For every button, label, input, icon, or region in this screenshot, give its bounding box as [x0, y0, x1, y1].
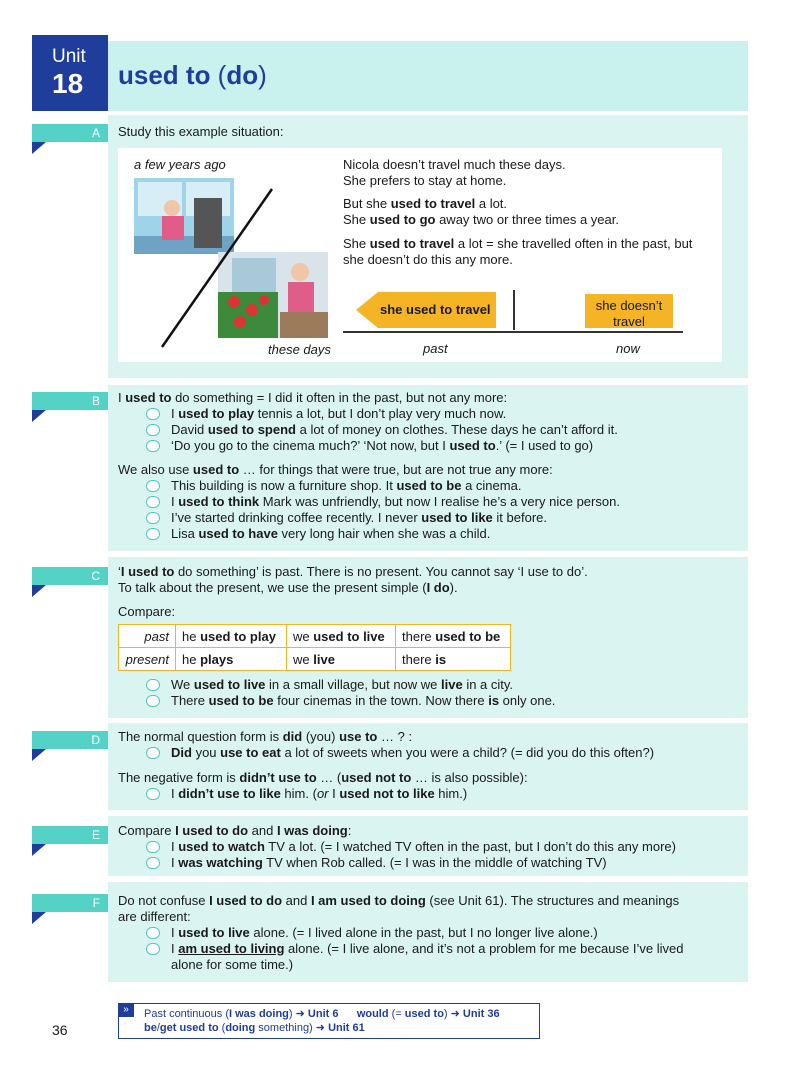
f-line1: Do not confuse I used to do and I am used to doing (see Unit 61). The structures and meanings [118, 893, 680, 908]
situation-p1b: She prefers to stay at home. [343, 173, 507, 188]
divider-line [150, 185, 280, 355]
section-a-tab-tail [32, 142, 46, 154]
bullet [146, 496, 160, 508]
compare-table [118, 624, 511, 671]
page-title: used to (do) [118, 60, 267, 90]
b-example-3: ‘Do you go to the cinema much?’ ‘Not now, but I used to.’ (= I used to go) [171, 438, 594, 453]
section-d-tab-tail [32, 749, 46, 761]
bullet [146, 512, 160, 524]
table-row [119, 625, 511, 648]
bullet [146, 788, 160, 800]
table-cell: we live [287, 648, 396, 671]
row-label: past [119, 625, 176, 648]
these-days-label: these days [268, 342, 331, 357]
past-label: past [423, 341, 448, 356]
c-example-2: There used to be four cinemas in the town. Now there is only one. [171, 693, 556, 708]
table-row [119, 648, 511, 671]
section-b-tab-tail [32, 410, 46, 422]
section-a-tab: A [32, 124, 108, 142]
b-example-2: David used to spend a lot of money on clothes. These days he can’t afford it. [171, 422, 618, 437]
bullet [146, 679, 160, 691]
table-cell: he plays [176, 648, 287, 671]
table-cell: there is [396, 648, 511, 671]
table-cell: there used to be [396, 625, 511, 648]
c-line1: ‘I used to do something’ is past. There is no present. You cannot say ‘I use to do’. [118, 564, 588, 579]
bullet [146, 747, 160, 759]
unit-number: 18 [52, 68, 84, 99]
section-e-tab-tail [32, 844, 46, 856]
bullet [146, 424, 160, 436]
cross-reference-icon: » [118, 1003, 134, 1017]
situation-p3b: she doesn’t do this any more. [343, 252, 513, 267]
now-label: now [616, 341, 640, 356]
situation-p2a: But she used to travel a lot. [343, 196, 508, 211]
unit-label: Unit [52, 46, 86, 67]
bullet [146, 528, 160, 540]
e-line1: Compare I used to do and I was doing: [118, 823, 352, 838]
section-f-tab: F [32, 894, 108, 912]
timeline-marker [513, 290, 515, 330]
section-b-tab: B [32, 392, 108, 410]
e-example-1: I used to watch TV a lot. (= I watched TV often in the past, but I don’t do this any more) [171, 839, 676, 854]
bullet [146, 480, 160, 492]
timeline-arrowhead [356, 292, 378, 328]
situation-p3a: She used to travel a lot = she travelled often in the past, but [343, 236, 693, 251]
past-arrow-label: she used to travel [380, 302, 491, 317]
b-line2: We also use used to … for things that were true, but are not true any more: [118, 462, 553, 477]
bullet [146, 841, 160, 853]
situation-p1a: Nicola doesn’t travel much these days. [343, 157, 566, 172]
table-cell: he used to play [176, 625, 287, 648]
b-example-5: I used to think Mark was unfriendly, but now I realise he’s a very nice person. [171, 494, 620, 509]
crossref-line-2[interactable]: be/get used to (doing something) ➜ Unit 61 [144, 1022, 365, 1034]
section-f-tab-tail [32, 912, 46, 924]
c-compare-label: Compare: [118, 604, 176, 619]
situation-p2b: She used to go away two or three times a year. [343, 212, 619, 227]
section-e-tab: E [32, 826, 108, 844]
bullet [146, 695, 160, 707]
now-box-line1: she doesn’t [595, 298, 663, 313]
c-line2: To talk about the present, we use the present simple (I do). [118, 580, 458, 595]
b-example-6: I’ve started drinking coffee recently. I never used to like it before. [171, 510, 547, 525]
timeline [343, 331, 683, 333]
few-years-ago-label: a few years ago [134, 157, 226, 172]
f-example-1: I used to live alone. (= I lived alone in the past, but I no longer live alone.) [171, 925, 598, 940]
f-example-2-cont: alone for some time.) [171, 957, 294, 972]
table-cell: we used to live [287, 625, 396, 648]
f-line2: are different: [118, 909, 191, 924]
now-box-line2: travel [613, 314, 645, 329]
section-d-tab: D [32, 731, 108, 749]
b-example-1: I used to play tennis a lot, but I don’t play very much now. [171, 406, 507, 421]
row-label: present [119, 648, 176, 671]
f-example-2: I am used to living alone. (= I live alone, and it’s not a problem for me because I’ve lived [171, 941, 684, 956]
d-example-2: I didn’t use to like him. (or I used not to like him.) [171, 786, 468, 801]
bullet [146, 927, 160, 939]
section-a-intro: Study this example situation: [118, 124, 284, 139]
b-line1: I used to do something = I did it often in the past, but not any more: [118, 390, 508, 405]
e-example-2: I was watching TV when Rob called. (= I was in the middle of watching TV) [171, 855, 607, 870]
bullet [146, 408, 160, 420]
section-c-tab-tail [32, 585, 46, 597]
d-line2: The negative form is didn’t use to … (used not to … is also possible): [118, 770, 528, 785]
crossref-line-1[interactable]: Past continuous (I was doing) ➜ Unit 6 would (= used to) ➜ Unit 36 [144, 1008, 500, 1020]
bullet [146, 857, 160, 869]
d-example-1: Did you use to eat a lot of sweets when you were a child? (= did you do this often?) [171, 745, 655, 760]
b-example-4: This building is now a furniture shop. It used to be a cinema. [171, 478, 522, 493]
b-example-7: Lisa used to have very long hair when she was a child. [171, 526, 491, 541]
d-line1: The normal question form is did (you) use to … ? : [118, 729, 413, 744]
c-example-1: We used to live in a small village, but now we live in a city. [171, 677, 514, 692]
section-c-tab: C [32, 567, 108, 585]
page-number: 36 [52, 1022, 68, 1038]
bullet [146, 440, 160, 452]
bullet [146, 943, 160, 955]
